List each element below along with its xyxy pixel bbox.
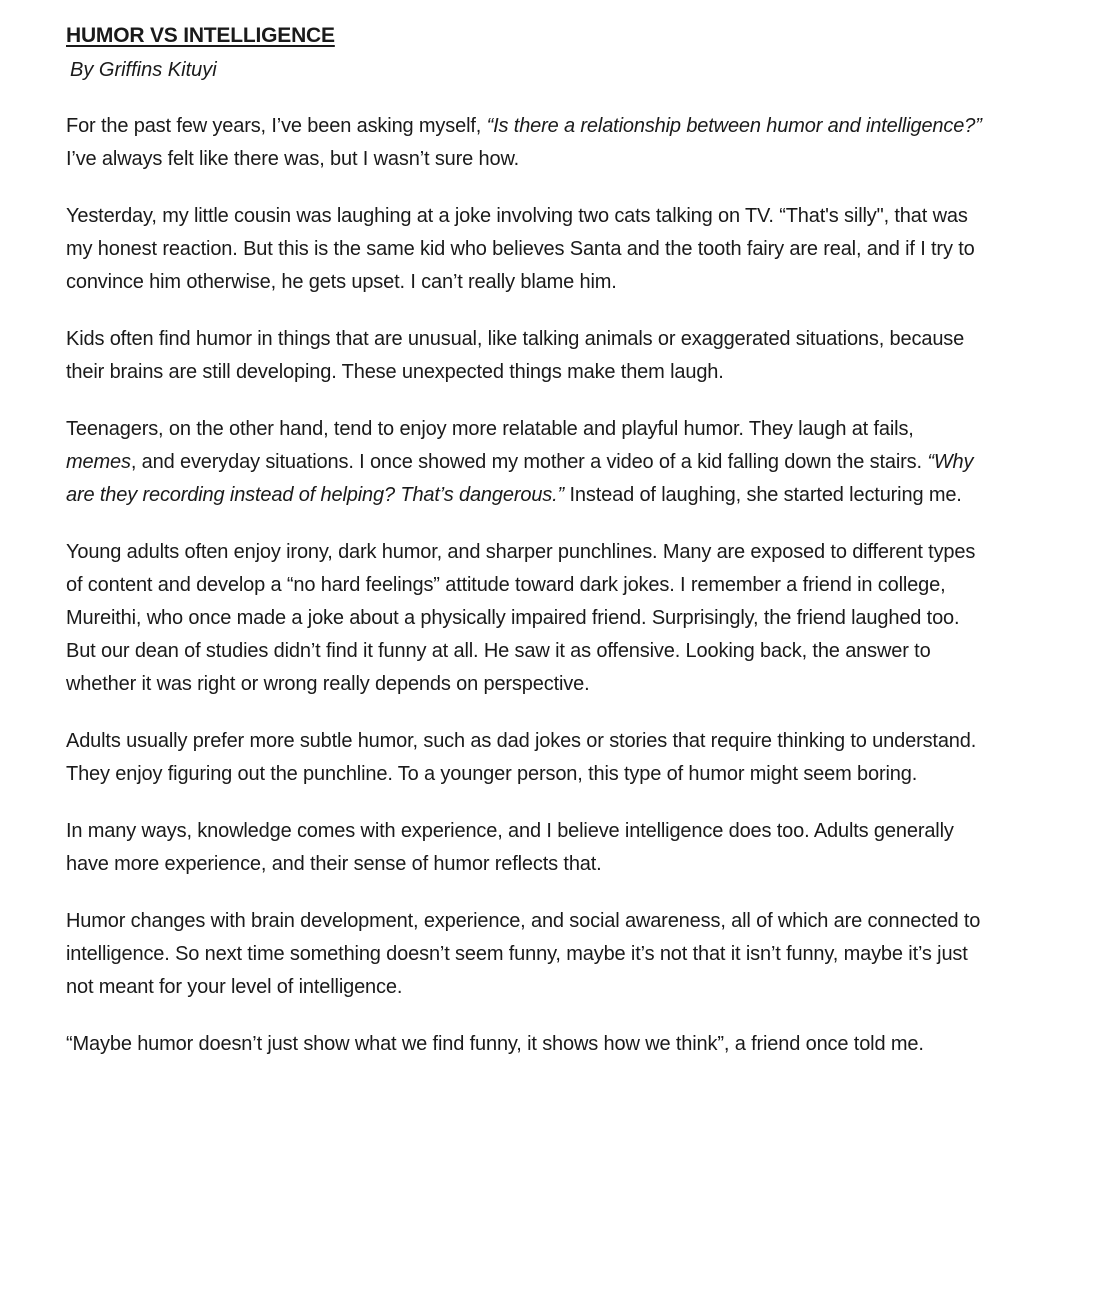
author-byline: By Griffins Kituyi	[70, 59, 217, 81]
paragraph-4-quote: “Why are they recording instead of helping? That’s dangerous.”	[66, 451, 974, 506]
document-page	[66, 22, 986, 1061]
paragraph-4-text-end: Instead of laughing, she started lecturing me.	[564, 484, 962, 506]
paragraph-4	[66, 413, 986, 512]
paragraph-1-text-end: I’ve always felt like there was, but I wasn’t sure how.	[66, 148, 520, 170]
paragraph-1-text: For the past few years, I’ve been asking myself,	[66, 115, 487, 137]
paragraph-4-text-mid: , and everyday situations. I once showed my mother a video of a kid falling down the stairs.	[130, 451, 928, 473]
paragraph-3: Kids often find humor in things that are unusual, like talking animals or exaggerated situations, because their brains are still developing. These unexpected things make them laugh.	[66, 328, 965, 383]
paragraph-4-text: Teenagers, on the other hand, tend to enjoy more relatable and playful humor. They laugh at fails,	[66, 418, 914, 440]
paragraph-7: In many ways, knowledge comes with experience, and I believe intelligence does too. Adults generally have more experience, and their sense of humor reflects that.	[66, 820, 954, 875]
paragraph-4-memes: memes	[66, 451, 131, 473]
paragraph-1	[66, 110, 986, 176]
paragraph-5: Young adults often enjoy irony, dark humor, and sharper punchlines. Many are exposed to different types of content and develop a “no hard feelings” attitude toward dark jokes. I remember a friend in college, Mureithi, who once made a joke about a physically impaired friend. Surprisingly, the friend laughed too. But our dean of studies didn’t find it funny at all. He saw it as offensive. Looking back, the answer to whether it was right or wrong really depends on perspective.	[66, 541, 976, 695]
paragraph-9: “Maybe humor doesn’t just show what we find funny, it shows how we think”, a friend once told me.	[66, 1033, 924, 1055]
paragraph-6: Adults usually prefer more subtle humor, such as dad jokes or stories that require thinking to understand. They enjoy figuring out the punchline. To a younger person, this type of humor might seem boring.	[66, 730, 977, 785]
document-title: HUMOR VS INTELLIGENCE	[66, 24, 335, 47]
paragraph-1-quote: “Is there a relationship between humor and intelligence?”	[486, 115, 982, 137]
paragraph-2: Yesterday, my little cousin was laughing at a joke involving two cats talking on TV. “That's silly", that was my honest reaction. But this is the same kid who believes Santa and the tooth fairy are real, and if I try to convince him otherwise, he gets upset. I can’t really blame him.	[66, 205, 975, 293]
paragraph-8: Humor changes with brain development, experience, and social awareness, all of which are connected to intelligence. So next time something doesn’t seem funny, maybe it’s not that it isn’t funny, maybe it’s just not meant for your level of intelligence.	[66, 910, 981, 998]
